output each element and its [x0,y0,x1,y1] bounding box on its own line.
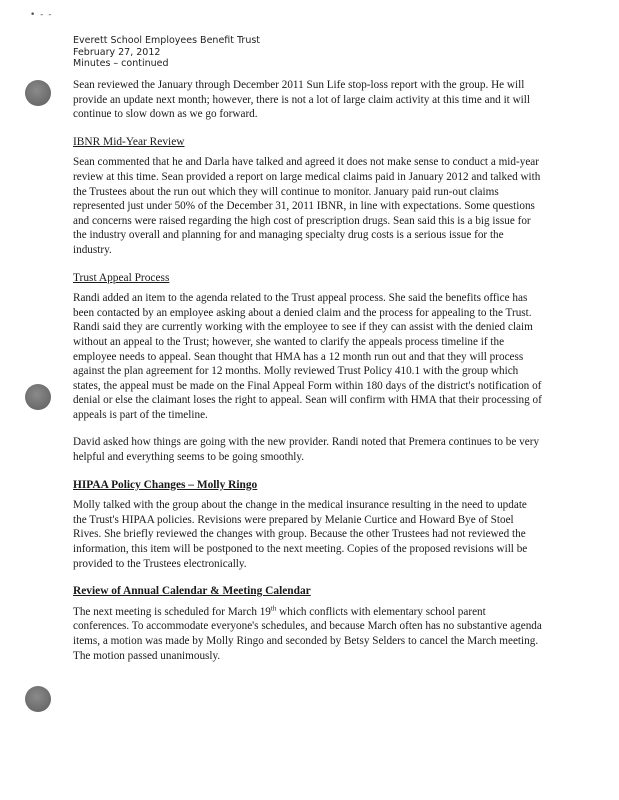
hipaa-heading: HIPAA Policy Changes – Molly Ringo [73,478,258,491]
appeal-heading: Trust Appeal Process [73,271,170,284]
calendar-text-end: which conflicts with elementary school parent conferences. To accommodate everyone's schedules, and because March often has no substantive agenda items, a motion was made by Molly Ringo and seconded by Betsy Selders to cancel the March meeting. The motion passed unanimously. [73,605,542,662]
ibnr-heading: IBNR Mid-Year Review [73,135,185,148]
document-type: Minutes – continued [73,58,169,69]
calendar-paragraph [73,605,543,663]
punch-hole-bottom [25,686,51,712]
calendar-heading: Review of Annual Calendar & Meeting Calendar [73,585,311,598]
appeal-paragraph: Randi added an item to the agenda related to the Trust appeal process. She said the benefits office has been contacted by an employee asking about a denied claim and the process for appealing to the Trust. Randi said they are currently working with the employee to see if they can assist with the denied claim without an appeal to the Trust; however, she wanted to clarify the appeals process timeline if the employee needs to appeal. Sean thought that HMA has a 12 month run out and that they will process against the plan agreement for 12 months. Molly reviewed Trust Policy 410.1 with the group which states, the appeal must be made on the Final Appeal Form within 180 days of the district's notification of denial or else the claimant loses the right to appeal. Sean will confirm with HMA that their processing of appeals is part of the timeline. [73,292,542,421]
provider-paragraph: David asked how things are going with the new provider. Randi noted that Premera continues to be very helpful and everything seems to be going smoothly. [73,436,540,464]
punch-hole-middle [25,384,51,410]
organization-name: Everett School Employees Benefit Trust [73,35,261,46]
minutes-body [73,78,543,676]
meeting-date: February 27, 2012 [73,46,161,58]
hipaa-paragraph: Molly talked with the group about the change in the medical insurance resulting in the need to update the Trust's HIPAA policies. Revisions were prepared by Melanie Curtice and Howard Bye of Stoel Rives. She briefly reviewed the changes with group. Because the other Trustees had not reviewed the information, this item will be postponed to the next meeting. Copies of the proposed revisions will be provided to the Trustees electronically. [73,499,528,570]
punch-hole-top [25,80,51,106]
document-header [73,35,260,70]
stop-loss-paragraph: Sean reviewed the January through December 2011 Sun Life stop-loss report with the group. He will provide an update next month; however, there is not a lot of large claim activity at this time and it will continue to slow down as we go forward. [73,79,530,121]
ibnr-paragraph: Sean commented that he and Darla have talked and agreed it does not make sense to conduct a mid-year review at this time. Sean provided a report on large medical claims paid in January 2012 and talked with the Trustees about the run out which they will continue to monitor. January paid run-out claims represented just under 50% of the December 31, 2011 IBNR, in line with expectations. Some questions and concerns were raised regarding the high cost of prescription drugs. Sean said this is a big issue for the industry overall and planning for and managing specialty drug costs is a serious issue for the industry. [73,156,541,256]
calendar-text-start: The next meeting is scheduled for March 19 [73,605,271,618]
ordinal-suffix: th [270,604,277,613]
scan-mark: • ‑ ‑ [30,10,53,20]
